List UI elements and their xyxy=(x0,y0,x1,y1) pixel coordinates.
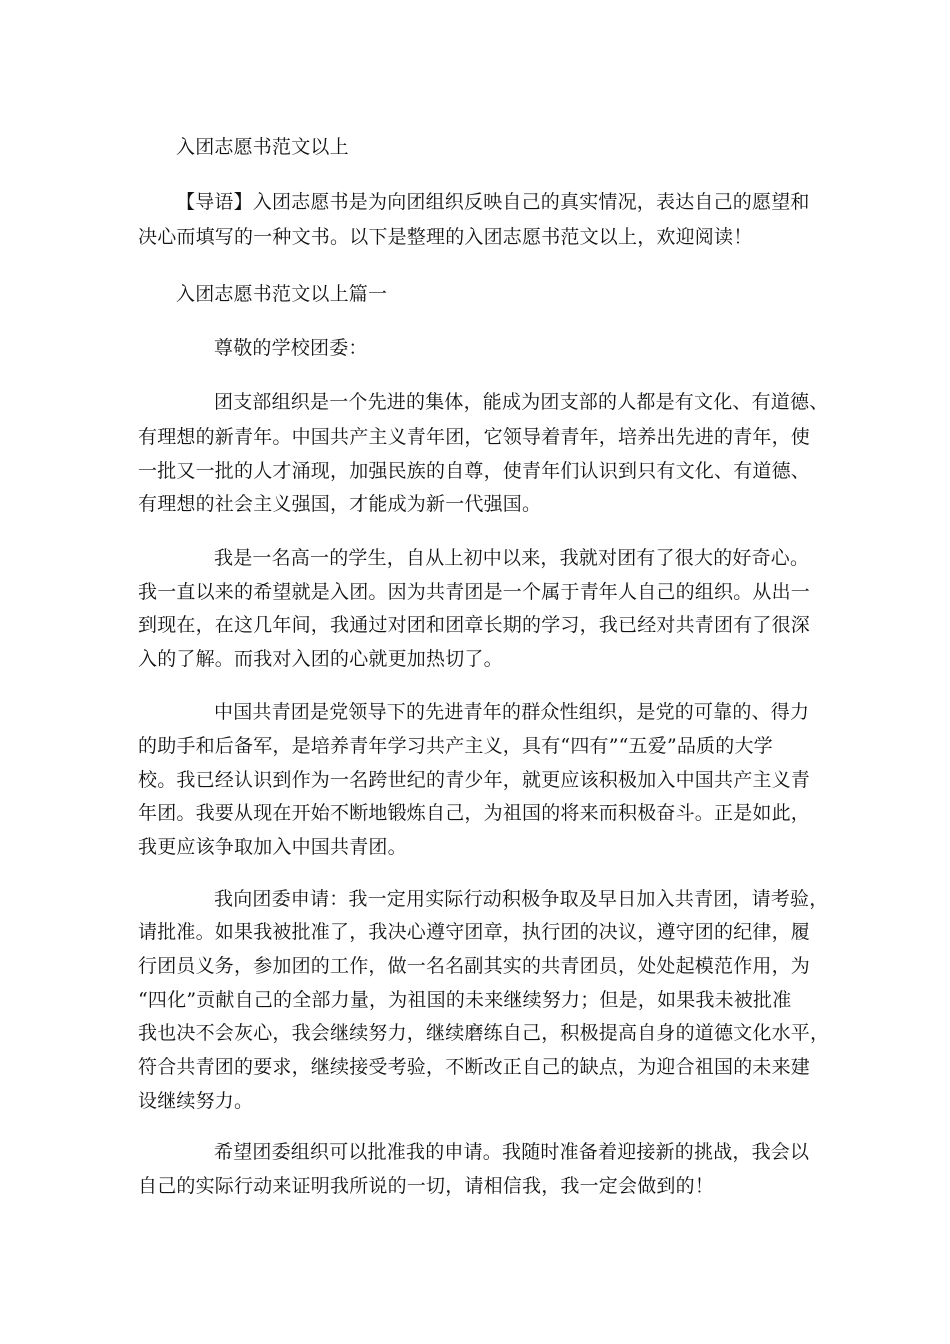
paragraph-line: 我一直以来的希望就是入团。因为共青团是一个属于青年人自己的组织。从出一 xyxy=(138,581,811,603)
paragraph-line: 到现在，在这几年间，我通过对团和团章长期的学习，我已经对共青团有了很深 xyxy=(138,614,811,636)
paragraph-line: 自己的实际行动来证明我所说的一切，请相信我，我一定会做到的！ xyxy=(138,1175,715,1197)
salutation: 尊敬的学校团委： xyxy=(214,337,368,359)
paragraph-line: 入的了解。而我对入团的心就更加热切了。 xyxy=(138,648,503,670)
paragraph-line: 年团。我要从现在开始不断地锻炼自己，为祖国的将来而积极奋斗。正是如此， xyxy=(138,802,811,824)
paragraph-line: 请批准。如果我被批准了，我决心遵守团章，执行团的决议，遵守团的纪律，履 xyxy=(138,921,811,943)
paragraph-line: “四化”贡献自己的全部力量，为祖国的未来继续努力；但是，如果我未被批准 xyxy=(138,989,792,1011)
paragraph-line: 行团员义务，参加团的工作，做一名名副其实的共青团员，处处起模范作用，为 xyxy=(138,955,811,977)
intro-line: 【导语】入团志愿书是为向团组织反映自己的真实情况，表达自己的愿望和 xyxy=(176,191,810,213)
paragraph-line: 我更应该争取加入中国共青团。 xyxy=(138,836,407,858)
intro-line: 决心而填写的一种文书。以下是整理的入团志愿书范文以上，欢迎阅读！ xyxy=(138,226,753,248)
paragraph-line: 我向团委申请：我一定用实际行动积极争取及早日加入共青团，请考验， xyxy=(214,888,829,910)
paragraph-line: 中国共青团是党领导下的先进青年的群众性组织，是党的可靠的、得力 xyxy=(214,701,810,723)
paragraph-line: 符合共青团的要求，继续接受考验，不断改正自己的缺点，为迎合祖国的未来建 xyxy=(138,1056,811,1078)
paragraph-line: 有理想的新青年。中国共产主义青年团，它领导着青年，培养出先进的青年，使 xyxy=(138,426,811,448)
paragraph-line: 我也决不会灰心，我会继续努力，继续磨练自己，积极提高自身的道德文化水平， xyxy=(138,1022,830,1044)
paragraph-line: 一批又一批的人才涌现，加强民族的自尊，使青年们认识到只有文化、有道德、 xyxy=(138,460,811,482)
paragraph-line: 我是一名高一的学生，自从上初中以来，我就对团有了很大的好奇心。 xyxy=(214,547,810,569)
paragraph-line: 设继续努力。 xyxy=(138,1090,254,1112)
paragraph-line: 希望团委组织可以批准我的申请。我随时准备着迎接新的挑战，我会以 xyxy=(214,1141,810,1163)
paragraph-line: 有理想的社会主义强国，才能成为新一代强国。 xyxy=(138,493,542,515)
document-title: 入团志愿书范文以上 xyxy=(176,136,349,158)
paragraph-line: 的助手和后备军，是培养青年学习共产主义，具有“四有”“五爱”品质的大学 xyxy=(138,735,773,757)
paragraph-line: 团支部组织是一个先进的集体，能成为团支部的人都是有文化、有道德、 xyxy=(214,391,829,413)
paragraph-line: 校。我已经认识到作为一名跨世纪的青少年，就更应该积极加入中国共产主义青 xyxy=(138,769,811,791)
section-title: 入团志愿书范文以上篇一 xyxy=(176,283,388,305)
